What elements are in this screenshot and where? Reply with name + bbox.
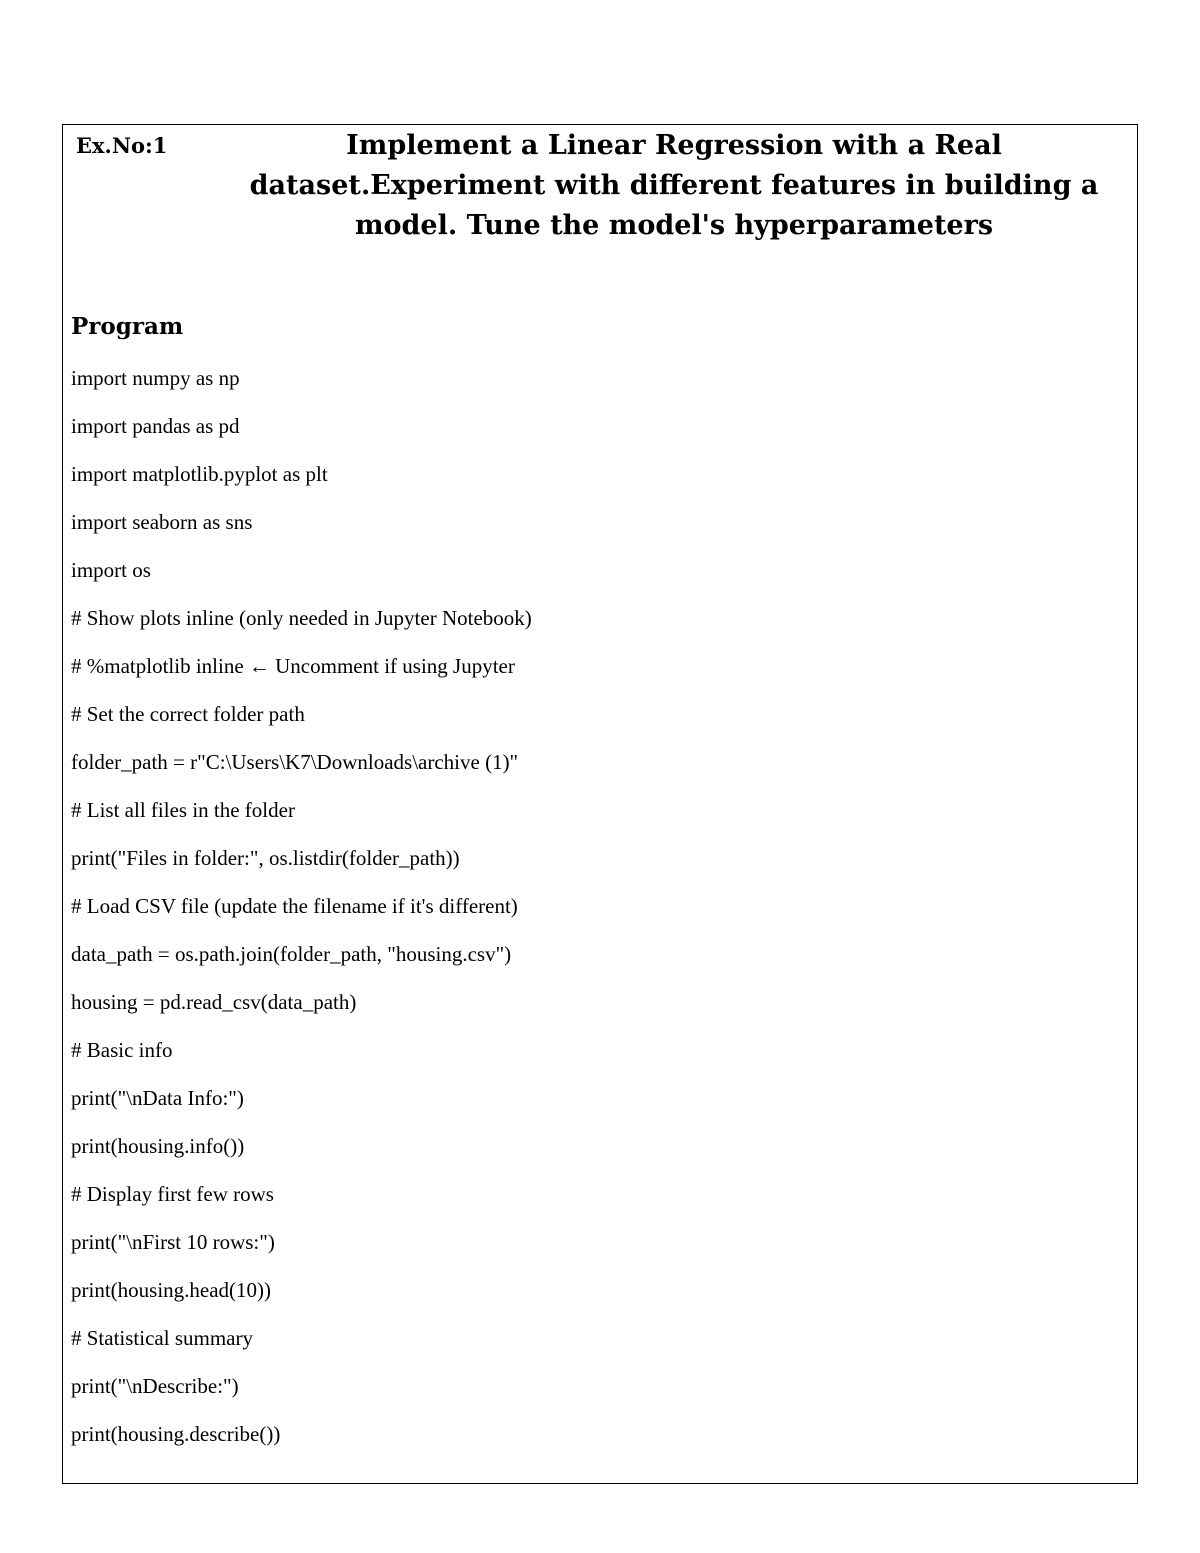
code-line: import numpy as np bbox=[71, 366, 240, 390]
code-line: print(housing.info()) bbox=[71, 1134, 245, 1158]
code-line: # Load CSV file (update the filename if it's different) bbox=[71, 894, 518, 918]
code-line: print("Files in folder:", os.listdir(folder_path)) bbox=[71, 846, 460, 870]
code-line: import seaborn as sns bbox=[71, 510, 253, 534]
code-line: # Display first few rows bbox=[71, 1182, 274, 1206]
code-line: print("\nFirst 10 rows:") bbox=[71, 1230, 275, 1254]
code-line: print("\nDescribe:") bbox=[71, 1374, 239, 1398]
code-line: # %matplotlib inline ← Uncomment if using Jupyter bbox=[71, 654, 515, 678]
code-line: print(housing.head(10)) bbox=[71, 1278, 272, 1302]
exercise-title: Implement a Linear Regression with a Real dataset.Experiment with different features in building a model. Tune the model's hyperparameters bbox=[249, 130, 1099, 241]
code-line: import pandas as pd bbox=[71, 414, 240, 438]
code-line: # Statistical summary bbox=[71, 1326, 253, 1350]
code-line: import os bbox=[71, 558, 151, 582]
code-line: # List all files in the folder bbox=[71, 798, 295, 822]
code-line: data_path = os.path.join(folder_path, "housing.csv") bbox=[71, 942, 512, 966]
code-line: print(housing.describe()) bbox=[71, 1422, 281, 1446]
code-line: # Set the correct folder path bbox=[71, 702, 305, 726]
code-line: housing = pd.read_csv(data_path) bbox=[71, 990, 357, 1014]
program-code bbox=[71, 363, 532, 1467]
code-line: print("\nData Info:") bbox=[71, 1086, 244, 1110]
program-heading: Program bbox=[71, 313, 184, 340]
code-line: # Basic info bbox=[71, 1038, 173, 1062]
code-line: # Show plots inline (only needed in Jupyter Notebook) bbox=[71, 606, 532, 630]
code-line: import matplotlib.pyplot as plt bbox=[71, 462, 328, 486]
code-line: folder_path = r"C:\Users\K7\Downloads\archive (1)" bbox=[71, 750, 519, 774]
exercise-number: Ex.No:1 bbox=[76, 133, 168, 158]
